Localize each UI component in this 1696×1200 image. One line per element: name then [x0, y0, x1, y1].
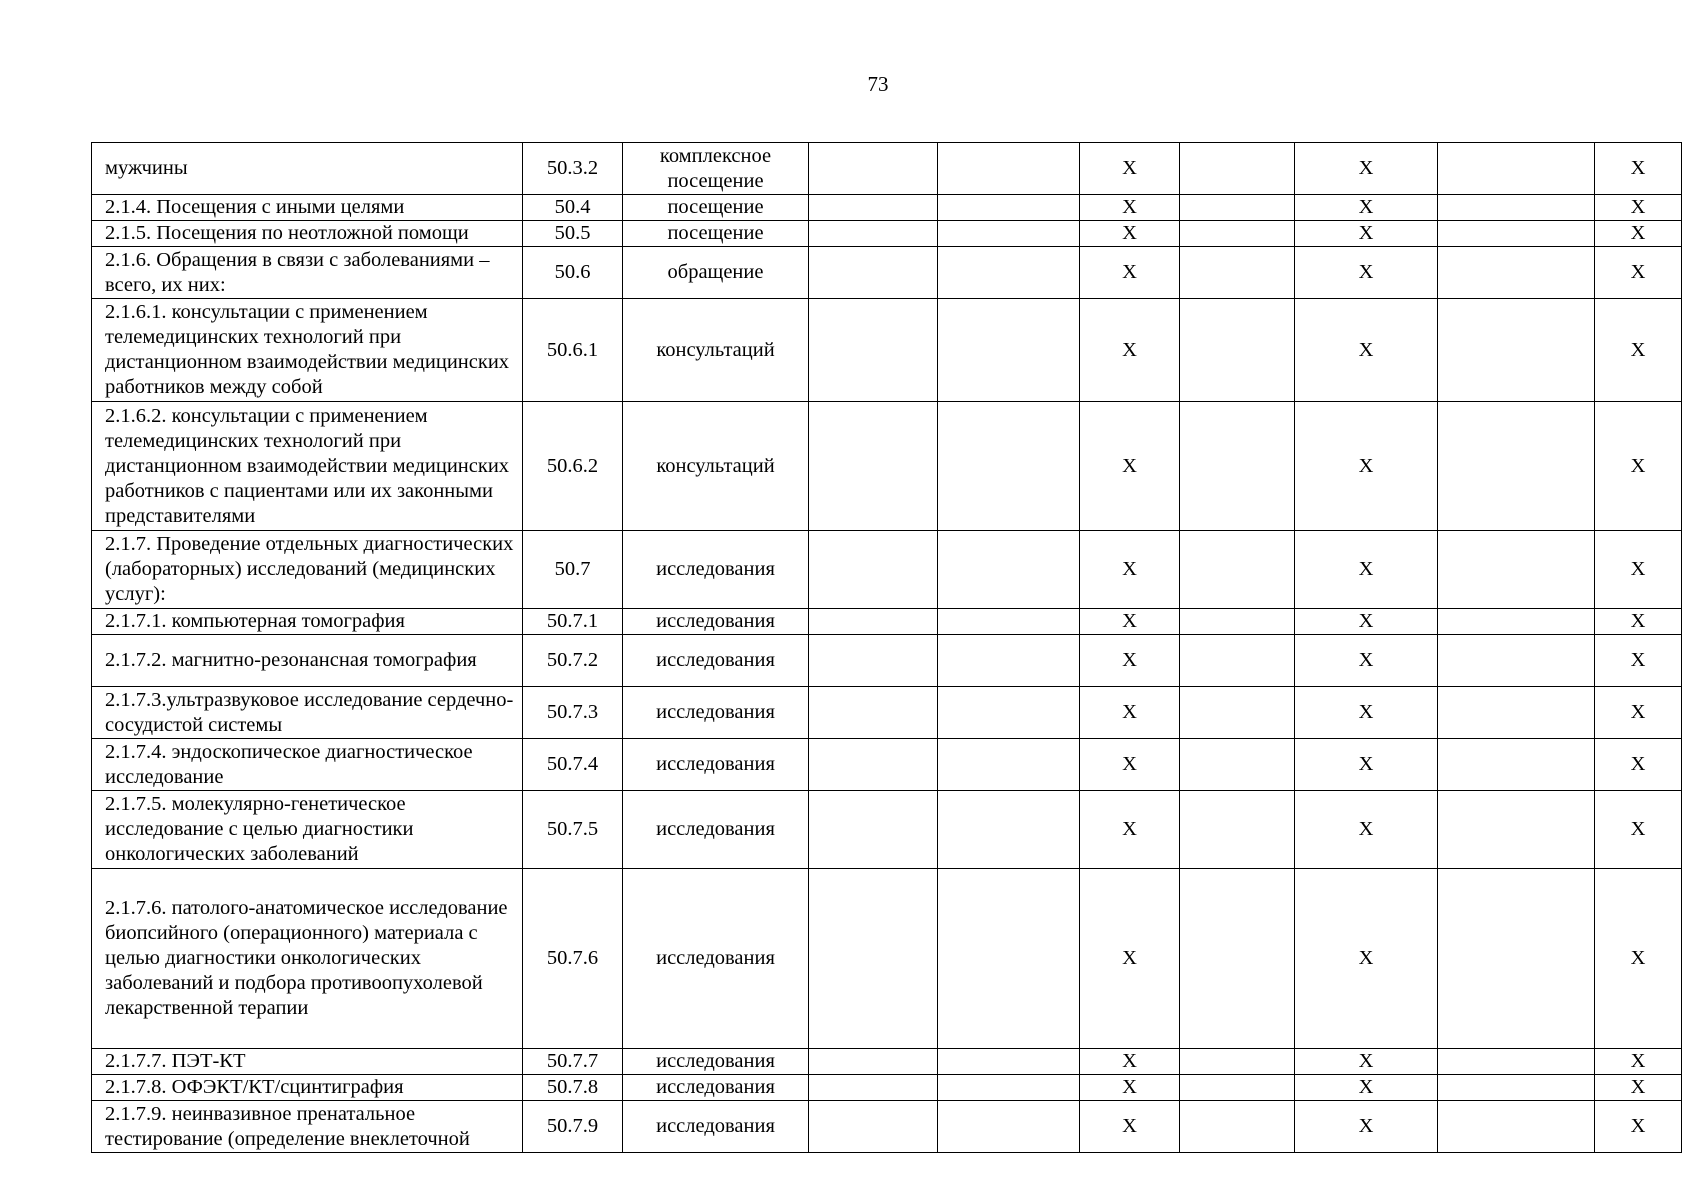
x-mark: X: [1295, 195, 1438, 221]
empty-cell: [1180, 247, 1295, 299]
empty-cell: [1180, 143, 1295, 195]
x-mark: X: [1295, 299, 1438, 402]
empty-cell: [1180, 402, 1295, 531]
x-mark: X: [1595, 635, 1682, 687]
x-mark: X: [1080, 739, 1180, 791]
empty-cell: [1438, 635, 1595, 687]
empty-cell: [809, 609, 938, 635]
empty-cell: [809, 635, 938, 687]
empty-cell: [938, 1049, 1080, 1075]
x-mark: X: [1595, 609, 1682, 635]
x-mark: X: [1295, 609, 1438, 635]
table-row: [92, 791, 1682, 869]
empty-cell: [938, 402, 1080, 531]
x-mark: X: [1295, 687, 1438, 739]
row-code: 50.7.4: [523, 739, 623, 791]
table-row: [92, 299, 1682, 402]
x-mark: X: [1595, 195, 1682, 221]
empty-cell: [1438, 1075, 1595, 1101]
empty-cell: [1438, 195, 1595, 221]
empty-cell: [1438, 1049, 1595, 1075]
row-name: 2.1.6. Обращения в связи с заболеваниями – всего, их них:: [92, 247, 523, 299]
x-mark: X: [1295, 402, 1438, 531]
table-row: [92, 402, 1682, 531]
x-mark: X: [1295, 1049, 1438, 1075]
row-name: 2.1.7.6. патолого-анатомическое исследование биопсийного (операционного) материала с целью диагностики онкологических заболеваний и подбора противоопухолевой лекарственной терапии: [92, 869, 523, 1049]
x-mark: X: [1595, 221, 1682, 247]
x-mark: X: [1595, 1049, 1682, 1075]
table-row: [92, 143, 1682, 195]
empty-cell: [1438, 402, 1595, 531]
row-code: 50.7: [523, 531, 623, 609]
x-mark: X: [1595, 1101, 1682, 1153]
x-mark: X: [1295, 143, 1438, 195]
row-name: 2.1.7.7. ПЭТ-КТ: [92, 1049, 523, 1075]
x-mark: X: [1595, 247, 1682, 299]
row-name: 2.1.7.2. магнитно-резонансная томография: [92, 635, 523, 687]
empty-cell: [1180, 635, 1295, 687]
row-name: 2.1.7.1. компьютерная томография: [92, 609, 523, 635]
table-row: [92, 687, 1682, 739]
empty-cell: [809, 869, 938, 1049]
x-mark: X: [1080, 635, 1180, 687]
row-unit: обращение: [623, 247, 809, 299]
table-row: [92, 1049, 1682, 1075]
row-code: 50.6.2: [523, 402, 623, 531]
row-name: 2.1.7. Проведение отдельных диагностических (лабораторных) исследований (медицинских услуг):: [92, 531, 523, 609]
x-mark: X: [1595, 869, 1682, 1049]
row-unit: исследования: [623, 869, 809, 1049]
empty-cell: [938, 531, 1080, 609]
empty-cell: [938, 635, 1080, 687]
row-code: 50.4: [523, 195, 623, 221]
row-unit: исследования: [623, 1075, 809, 1101]
empty-cell: [809, 402, 938, 531]
row-unit: посещение: [623, 195, 809, 221]
empty-cell: [938, 247, 1080, 299]
row-unit: исследования: [623, 739, 809, 791]
row-code: 50.6.1: [523, 299, 623, 402]
empty-cell: [1180, 791, 1295, 869]
row-code: 50.7.5: [523, 791, 623, 869]
x-mark: X: [1080, 195, 1180, 221]
row-code: 50.6: [523, 247, 623, 299]
table-row: [92, 531, 1682, 609]
x-mark: X: [1295, 1075, 1438, 1101]
table-row: [92, 739, 1682, 791]
row-unit: исследования: [623, 1101, 809, 1153]
row-unit: исследования: [623, 791, 809, 869]
empty-cell: [809, 247, 938, 299]
x-mark: X: [1595, 1075, 1682, 1101]
row-code: 50.7.2: [523, 635, 623, 687]
row-code: 50.7.3: [523, 687, 623, 739]
empty-cell: [1180, 195, 1295, 221]
data-table: [91, 142, 1682, 1153]
empty-cell: [809, 221, 938, 247]
empty-cell: [938, 791, 1080, 869]
empty-cell: [938, 1101, 1080, 1153]
row-unit: консультаций: [623, 402, 809, 531]
row-unit: консультаций: [623, 299, 809, 402]
empty-cell: [938, 143, 1080, 195]
empty-cell: [1180, 1049, 1295, 1075]
empty-cell: [1180, 609, 1295, 635]
empty-cell: [1438, 609, 1595, 635]
x-mark: X: [1295, 531, 1438, 609]
x-mark: X: [1295, 739, 1438, 791]
row-name: мужчины: [92, 143, 523, 195]
row-unit: комплексное посещение: [623, 143, 809, 195]
x-mark: X: [1595, 531, 1682, 609]
row-code: 50.7.1: [523, 609, 623, 635]
x-mark: X: [1595, 791, 1682, 869]
empty-cell: [1180, 221, 1295, 247]
x-mark: X: [1595, 299, 1682, 402]
empty-cell: [809, 531, 938, 609]
empty-cell: [809, 195, 938, 221]
x-mark: X: [1080, 247, 1180, 299]
x-mark: X: [1080, 531, 1180, 609]
empty-cell: [1438, 739, 1595, 791]
row-name: 2.1.5. Посещения по неотложной помощи: [92, 221, 523, 247]
x-mark: X: [1080, 791, 1180, 869]
row-unit: исследования: [623, 687, 809, 739]
empty-cell: [1438, 1101, 1595, 1153]
row-code: 50.7.8: [523, 1075, 623, 1101]
empty-cell: [938, 221, 1080, 247]
empty-cell: [1438, 531, 1595, 609]
x-mark: X: [1080, 221, 1180, 247]
x-mark: X: [1295, 635, 1438, 687]
x-mark: X: [1080, 1101, 1180, 1153]
row-name: 2.1.7.4. эндоскопическое диагностическое исследование: [92, 739, 523, 791]
empty-cell: [938, 739, 1080, 791]
x-mark: X: [1080, 143, 1180, 195]
empty-cell: [1180, 1101, 1295, 1153]
empty-cell: [1438, 299, 1595, 402]
table-body: [92, 143, 1682, 1153]
empty-cell: [1438, 869, 1595, 1049]
row-unit: исследования: [623, 609, 809, 635]
x-mark: X: [1080, 609, 1180, 635]
empty-cell: [1180, 531, 1295, 609]
empty-cell: [938, 687, 1080, 739]
empty-cell: [1180, 869, 1295, 1049]
empty-cell: [1180, 739, 1295, 791]
empty-cell: [809, 791, 938, 869]
table-row: [92, 1075, 1682, 1101]
empty-cell: [938, 195, 1080, 221]
x-mark: X: [1295, 221, 1438, 247]
empty-cell: [809, 739, 938, 791]
row-code: 50.7.6: [523, 869, 623, 1049]
empty-cell: [809, 687, 938, 739]
x-mark: X: [1080, 869, 1180, 1049]
empty-cell: [809, 299, 938, 402]
empty-cell: [938, 869, 1080, 1049]
x-mark: X: [1080, 1049, 1180, 1075]
row-unit: посещение: [623, 221, 809, 247]
row-name: 2.1.7.5. молекулярно-генетическое исследование с целью диагностики онкологических заболеваний: [92, 791, 523, 869]
table-row: [92, 869, 1682, 1049]
x-mark: X: [1080, 1075, 1180, 1101]
table-row: [92, 221, 1682, 247]
table-row: [92, 247, 1682, 299]
x-mark: X: [1080, 299, 1180, 402]
row-unit: исследования: [623, 531, 809, 609]
table-row: [92, 1101, 1682, 1153]
x-mark: X: [1295, 791, 1438, 869]
row-name: 2.1.6.2. консультации с применением телемедицинских технологий при дистанционном взаимодействии медицинских работников с пациентами или их законными представителями: [92, 402, 523, 531]
page-number: 73: [867, 72, 889, 96]
empty-cell: [1180, 687, 1295, 739]
empty-cell: [809, 1101, 938, 1153]
row-code: 50.7.9: [523, 1101, 623, 1153]
empty-cell: [938, 1075, 1080, 1101]
x-mark: X: [1595, 402, 1682, 531]
empty-cell: [1180, 299, 1295, 402]
x-mark: X: [1295, 247, 1438, 299]
x-mark: X: [1295, 1101, 1438, 1153]
table-row: [92, 195, 1682, 221]
row-name: 2.1.7.9. неинвазивное пренатальное тестирование (определение внеклеточной: [92, 1101, 523, 1153]
empty-cell: [1438, 143, 1595, 195]
row-unit: исследования: [623, 635, 809, 687]
empty-cell: [1438, 791, 1595, 869]
x-mark: X: [1080, 402, 1180, 531]
empty-cell: [809, 143, 938, 195]
table-row: [92, 635, 1682, 687]
x-mark: X: [1595, 143, 1682, 195]
row-name: 2.1.6.1. консультации с применением телемедицинских технологий при дистанционном взаимодействии медицинских работников между собой: [92, 299, 523, 402]
empty-cell: [1438, 687, 1595, 739]
x-mark: X: [1295, 869, 1438, 1049]
empty-cell: [1180, 1075, 1295, 1101]
row-code: 50.5: [523, 221, 623, 247]
x-mark: X: [1595, 687, 1682, 739]
row-code: 50.7.7: [523, 1049, 623, 1075]
empty-cell: [809, 1049, 938, 1075]
empty-cell: [938, 609, 1080, 635]
row-unit: исследования: [623, 1049, 809, 1075]
row-name: 2.1.4. Посещения с иными целями: [92, 195, 523, 221]
x-mark: X: [1080, 687, 1180, 739]
row-name: 2.1.7.8. ОФЭКТ/КТ/сцинтиграфия: [92, 1075, 523, 1101]
table-row: [92, 609, 1682, 635]
empty-cell: [809, 1075, 938, 1101]
empty-cell: [1438, 221, 1595, 247]
empty-cell: [1438, 247, 1595, 299]
row-code: 50.3.2: [523, 143, 623, 195]
x-mark: X: [1595, 739, 1682, 791]
row-name: 2.1.7.3.ультразвуковое исследование сердечно-сосудистой системы: [92, 687, 523, 739]
empty-cell: [938, 299, 1080, 402]
